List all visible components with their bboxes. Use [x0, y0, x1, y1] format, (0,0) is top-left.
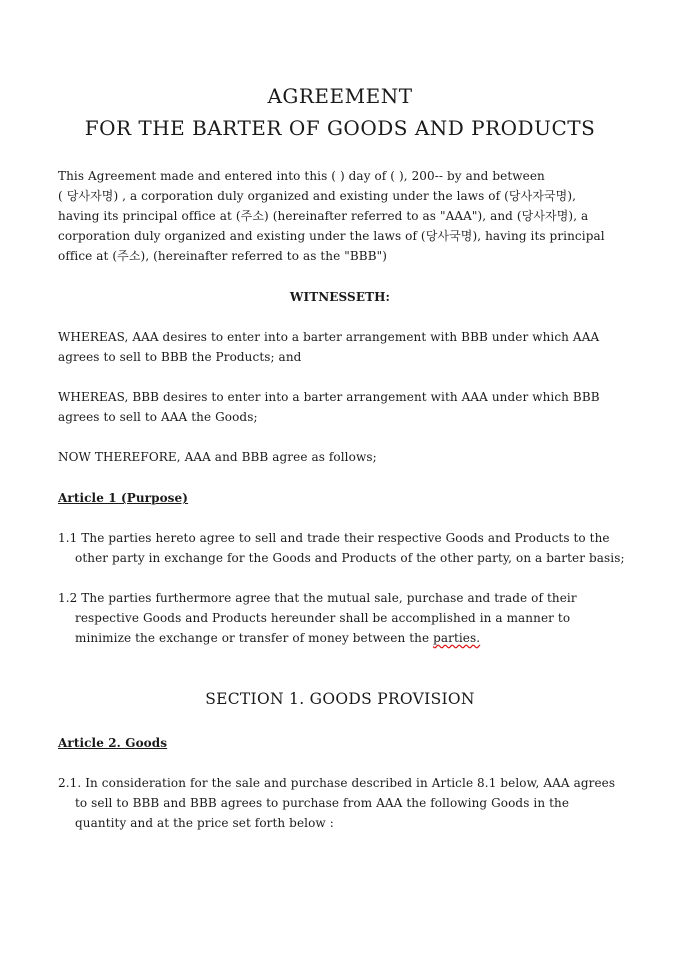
clause-2-1-line-3: quantity and at the price set forth below : [75, 816, 334, 830]
clause-1-1-line-2: other party in exchange for the Goods and Products of the other party, on a barter basis; [75, 551, 625, 565]
article-2-heading: Article 2. Goods [58, 736, 168, 750]
clause-1-2-line-3 [75, 630, 480, 646]
intro-line-1: This Agreement made and entered into this ( ) day of ( ), 200-- by and between [58, 169, 545, 183]
clause-1-1-line-1: 1.1 The parties hereto agree to sell and trade their respective Goods and Products to the [58, 531, 610, 545]
section-1-heading: SECTION 1. GOODS PROVISION [205, 690, 475, 708]
article-1-heading: Article 1 (Purpose) [58, 491, 189, 505]
intro-line-2: ( 당사자명) , a corporation duly organized and existing under the laws of (당사자국명), [58, 189, 577, 203]
clause-2-1-line-1: 2.1. In consideration for the sale and purchase described in Article 8.1 below, AAA agrees [58, 776, 616, 790]
witnesseth-heading: WITNESSETH: [289, 290, 391, 304]
clause-1-2-line-3-text: minimize the exchange or transfer of money between the [75, 631, 434, 645]
title-line-1: AGREEMENT [267, 84, 413, 108]
clause-1-2-line-1: 1.2 The parties furthermore agree that the mutual sale, purchase and trade of their [58, 591, 577, 605]
clause-2-1-line-2: to sell to BBB and BBB agrees to purchase from AAA the following Goods in the [75, 796, 570, 810]
intro-line-4: corporation duly organized and existing under the laws of (당사국명), having its principal [58, 229, 605, 243]
whereas2-line-2: agrees to sell to AAA the Goods; [58, 410, 258, 424]
title-line-2: FOR THE BARTER OF GOODS AND PRODUCTS [84, 116, 596, 140]
intro-line-5: office at (주소), (hereinafter referred to as the "BBB") [58, 249, 388, 263]
clause-1-2-line-2: respective Goods and Products hereunder shall be accomplished in a manner to [75, 611, 571, 625]
whereas1-line-1: WHEREAS, AAA desires to enter into a barter arrangement with BBB under which AAA [58, 330, 600, 344]
whereas1-line-2: agrees to sell to BBB the Products; and [58, 350, 302, 364]
now-therefore: NOW THEREFORE, AAA and BBB agree as follows; [58, 450, 377, 464]
whereas2-line-1: WHEREAS, BBB desires to enter into a barter arrangement with AAA under which BBB [58, 390, 600, 404]
spellcheck-word: parties. [433, 631, 481, 645]
intro-line-3: having its principal office at (주소) (hereinafter referred to as "AAA"), and (당사자명), a [58, 209, 589, 223]
